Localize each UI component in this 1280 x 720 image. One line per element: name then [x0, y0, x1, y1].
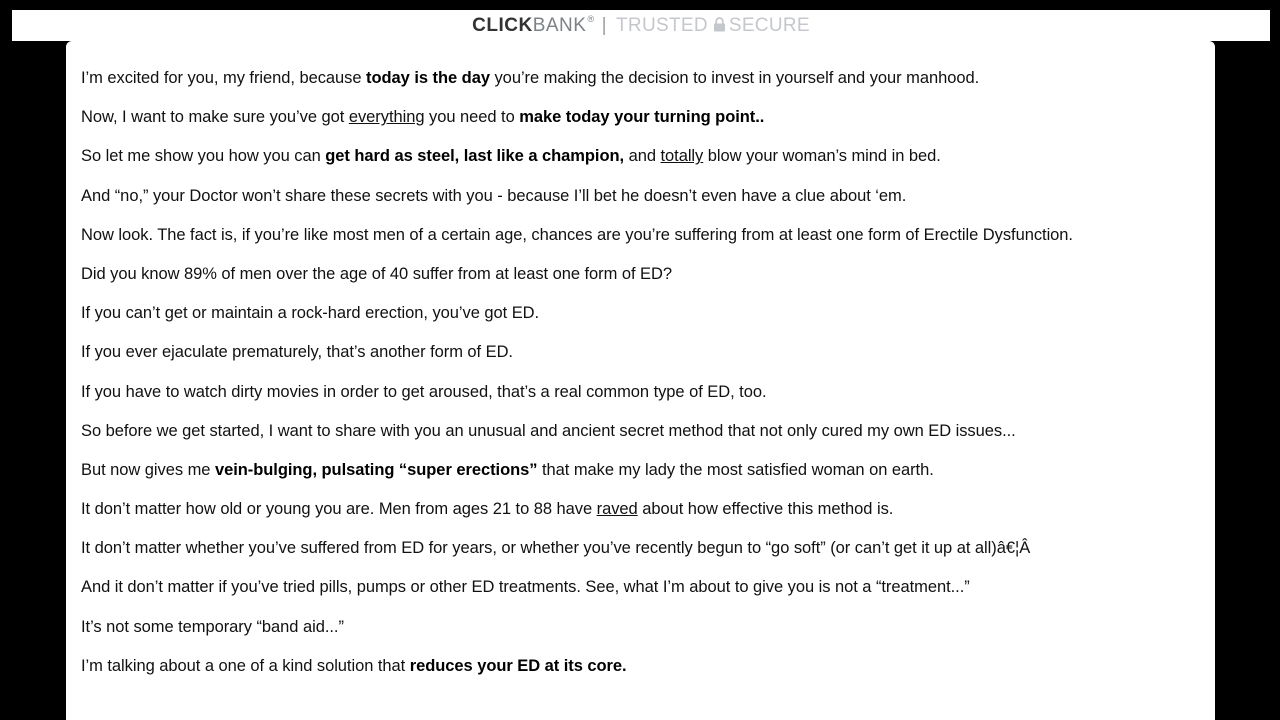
paragraph: [81, 538, 1201, 559]
bold-text: reduces your ED at its core.: [409, 656, 627, 675]
paragraph: [81, 303, 1201, 324]
paragraph: [81, 68, 1201, 89]
trusted-label: TRUSTED: [616, 15, 708, 36]
secure-label: SECURE: [728, 15, 810, 36]
paragraph: [81, 186, 1201, 207]
underlined-text: everything: [348, 108, 425, 127]
text-span: Now, I want to make sure you’ve got: [81, 108, 349, 127]
text-span: It don’t matter whether you’ve suffered from ED for years, or whether you’ve recently begun to “go soft” (or can’t get it up at all)â€¦Â: [81, 539, 1031, 558]
bold-text: make today your turning point..: [519, 108, 765, 127]
text-span: and: [624, 147, 661, 166]
text-span: I’m talking about a one of a kind solution that: [81, 656, 410, 675]
text-span: that make my lady the most satisfied woman on earth.: [537, 460, 934, 479]
text-span: But now gives me: [81, 460, 215, 479]
paragraph: [81, 342, 1201, 363]
brand-click-text: CLICK: [472, 15, 533, 36]
text-span: If you have to watch dirty movies in order to get aroused, that’s a real common type of ED, too.: [81, 382, 767, 401]
text-span: If you can’t get or maintain a rock-hard erection, you’ve got ED.: [81, 304, 540, 323]
clickbank-header-bar: [12, 10, 1270, 41]
lock-icon: [713, 17, 726, 32]
text-span: Did you know 89% of men over the age of 40 suffer from at least one form of ED?: [81, 264, 672, 283]
brand-separator: |: [601, 15, 608, 36]
text-span: So let me show you how you can: [81, 147, 326, 166]
paragraph: [81, 264, 1201, 285]
bold-text: vein-bulging, pulsating “super erections”: [214, 460, 538, 479]
text-span: It’s not some temporary “band aid...”: [81, 617, 344, 636]
text-span: blow your woman’s mind in bed.: [703, 147, 941, 166]
sales-letter-text: [66, 41, 1215, 677]
paragraph: [81, 656, 1201, 677]
clickbank-trust-badge: [472, 16, 810, 35]
text-span: If you ever ejaculate prematurely, that’s another form of ED.: [81, 343, 513, 362]
underlined-text: raved: [596, 500, 638, 519]
text-span: about how effective this method is.: [637, 500, 894, 519]
brand-bank-text: BANK: [532, 15, 587, 36]
paragraph: [81, 421, 1201, 442]
text-span: you need to: [424, 108, 520, 127]
sales-letter-panel: [66, 41, 1215, 720]
text-span: It don’t matter how old or young you are. Men from ages 21 to 88 have: [81, 500, 597, 519]
bold-text: get hard as steel, last like a champion,: [325, 147, 625, 166]
text-span: And “no,” your Doctor won’t share these secrets with you - because I’ll bet he doesn’t even have a clue about ‘em.: [81, 186, 907, 205]
paragraph: [81, 499, 1201, 520]
bold-text: today is the day: [366, 69, 490, 87]
text-span: And it don’t matter if you’ve tried pills, pumps or other ED treatments. See, what I’m about to give you is not a “treatment...”: [81, 578, 970, 597]
paragraph: [81, 617, 1201, 638]
text-span: Now look. The fact is, if you’re like most men of a certain age, chances are you’re suffering from at least one form of Erectile Dysfunction.: [81, 225, 1073, 244]
underlined-text: totally: [660, 147, 704, 166]
text-span: I’m excited for you, my friend, because: [81, 69, 367, 87]
paragraph: [81, 107, 1201, 128]
registered-mark: ®: [587, 14, 595, 24]
paragraph: [81, 460, 1201, 481]
text-span: So before we get started, I want to share with you an unusual and ancient secret method that not only cured my own ED issues...: [81, 421, 1016, 440]
paragraph: [81, 382, 1201, 403]
paragraph: [81, 577, 1201, 598]
paragraph: [81, 225, 1201, 246]
text-span: you’re making the decision to invest in yourself and your manhood.: [489, 69, 980, 87]
paragraph: [81, 146, 1201, 167]
